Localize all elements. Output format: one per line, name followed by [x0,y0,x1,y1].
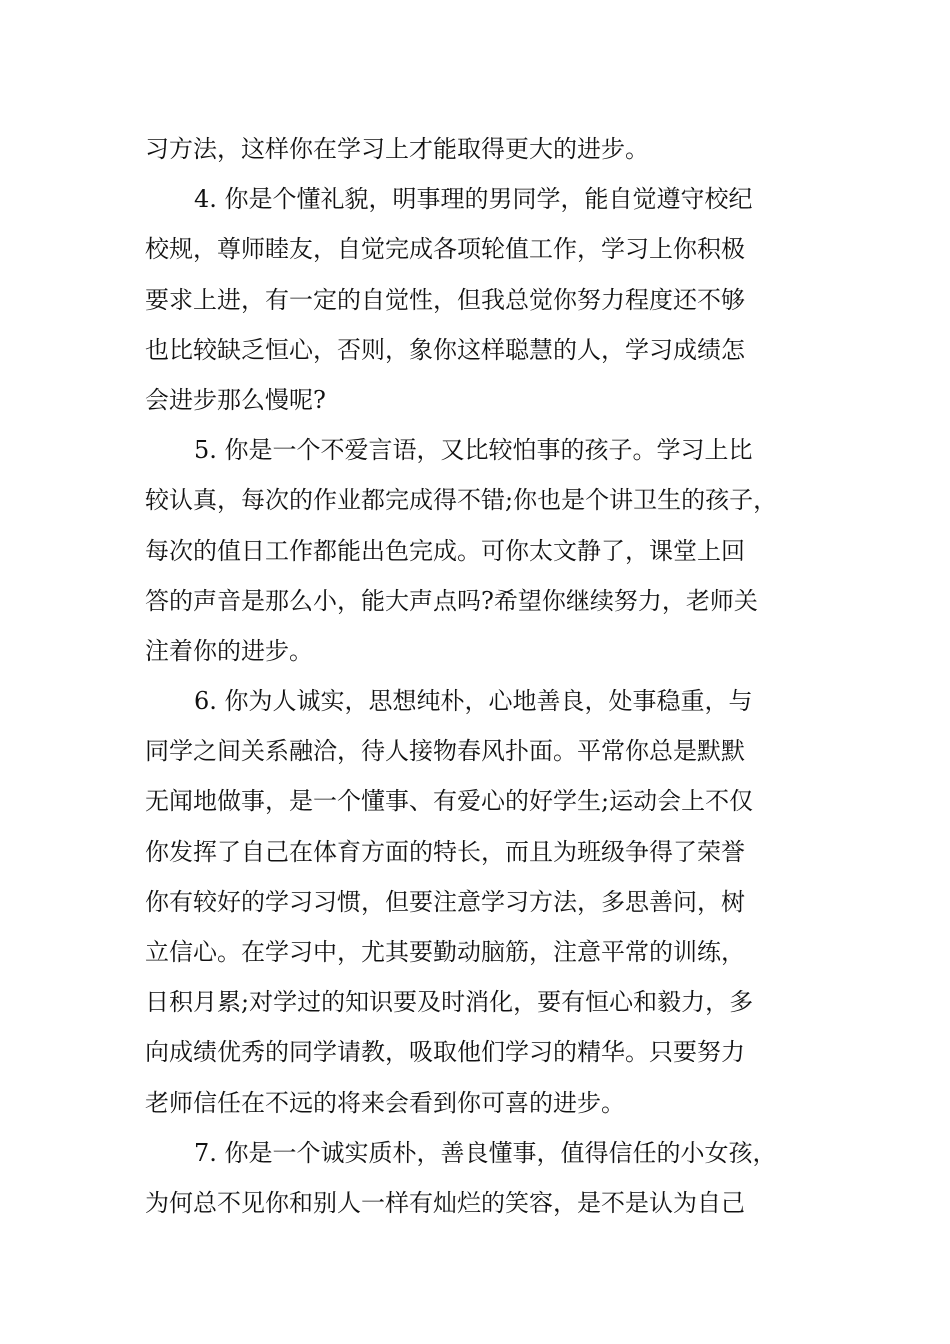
text-line: 答的声音是那么小，能大声点吗?希望你继续努力，老师关 [145,586,758,615]
text-line: 每次的值日工作都能出色完成。可你太文静了，课堂上回 [145,536,745,565]
paragraph-4-start: 4. 你是个懂礼貌，明事理的男同学，能自觉遵守校纪 [194,185,753,214]
paragraph-6-start: 6. 你为人诚实，思想纯朴，心地善良，处事稳重，与 [194,687,753,716]
text-line: 你有较好的学习习惯，但要注意学习方法，多思善问，树 [145,887,745,916]
text-line: 你发挥了自己在体育方面的特长，而且为班级争得了荣誉 [145,837,745,866]
document-body [145,124,825,1228]
text-line: 较认真，每次的作业都完成得不错;你也是个讲卫生的孩子， [145,486,778,515]
text-line: 老师信任在不远的将来会看到你可喜的进步。 [145,1088,625,1117]
text-line: 习方法，这样你在学习上才能取得更大的进步。 [145,135,649,163]
text-line: 同学之间关系融洽，待人接物春风扑面。平常你总是默默 [145,737,745,766]
text-line: 也比较缺乏恒心，否则，象你这样聪慧的人，学习成绩怎 [145,335,745,364]
text-line: 注着你的进步。 [145,636,313,665]
paragraph-5-start: 5. 你是一个不爱言语，又比较怕事的孩子。学习上比 [194,436,753,465]
paragraph-7-start: 7. 你是一个诚实质朴，善良懂事，值得信任的小女孩， [194,1138,777,1167]
text-line: 向成绩优秀的同学请教，吸取他们学习的精华。只要努力 [145,1038,745,1067]
text-line: 日积月累;对学过的知识要及时消化，要有恒心和毅力，多 [145,988,754,1017]
text-line: 为何总不见你和别人一样有灿烂的笑容，是不是认为自己 [145,1188,745,1217]
text-line: 立信心。在学习中，尤其要勤动脑筋，注意平常的训练， [145,938,745,966]
text-line: 无闻地做事，是一个懂事、有爱心的好学生;运动会上不仅 [145,787,754,816]
text-line: 会进步那么慢呢? [145,385,326,414]
text-line: 要求上进，有一定的自觉性，但我总觉你努力程度还不够 [145,285,745,314]
text-line: 校规，尊师睦友，自觉完成各项轮值工作，学习上你积极 [145,235,745,264]
